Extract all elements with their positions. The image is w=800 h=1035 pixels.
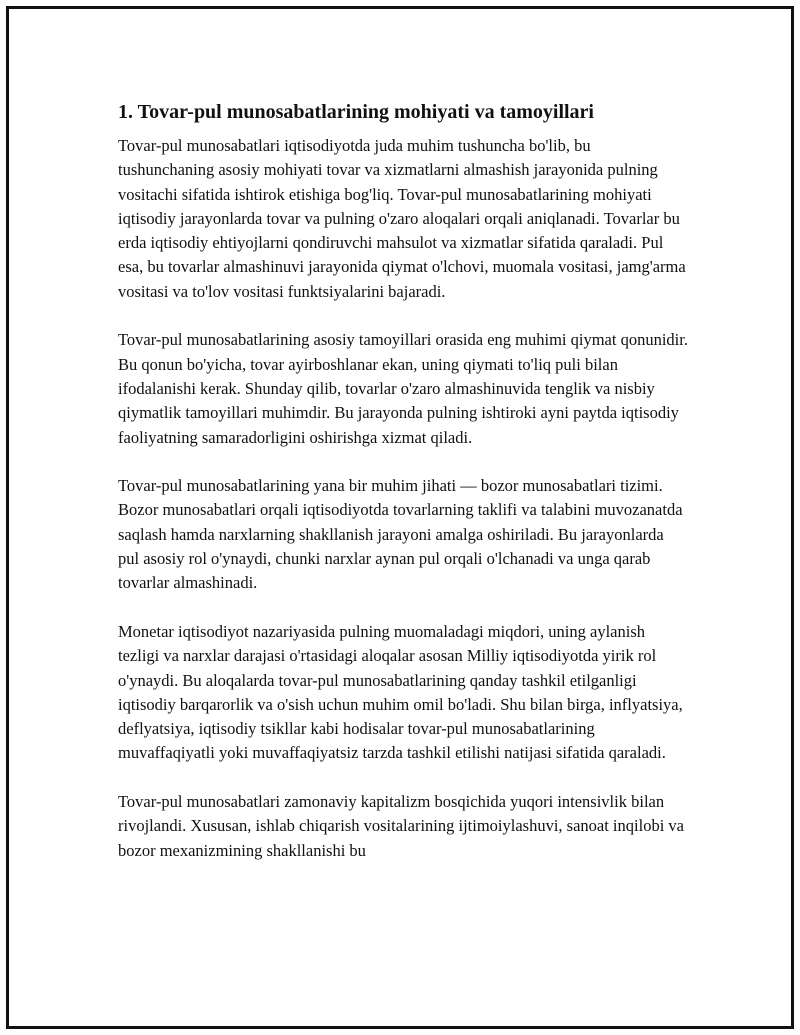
paragraph: Tovar-pul munosabatlari iqtisodiyotda juda muhim tushuncha bo'lib, bu tushunchaning asosiy mohiyati tovar va xizmatlarni almashish jarayonida pulning vositachi sifatida ishtirok etishiga bog'liq. Tovar-pul munosabatlarining mohiyati iqtisodiy jarayonlarda tovar va pulning o'zaro aloqalari orqali aniqlanadi. Tovarlar bu erda iqtisodiy ehtiyojlarni qondiruvchi mahsulot va xizmatlar sifatida qaraladi. Pul esa, bu tovarlar almashinuvi jarayonida qiymat o'lchovi, muomala vositasi, jamg'arma vositasi va to'lov vositasi funktsiyalarini bajaradi. (118, 136, 686, 301)
paragraph: Tovar-pul munosabatlarining asosiy tamoyillari orasida eng muhimi qiymat qonunidir. Bu qonun bo'yicha, tovar ayirboshlanar ekan, uning qiymati to'liq puli bilan ifodalanishi kerak. Shunday qilib, tovarlar o'zaro almashinuvida tenglik va nisbiy qiymatlik tamoyillari muhimdir. Bu jarayonda pulning ishtiroki ayni paytda iqtisodiy faoliyatning samaradorligini oshirishga xizmat qiladi. (118, 330, 688, 447)
paragraph: Tovar-pul munosabatlari zamonaviy kapitalizm bosqichida yuqori intensivlik bilan rivojlandi. Xususan, ishlab chiqarish vositalarining ijtimoiylashuvi, sanoat inqilobi va bozor mexanizmining shakllanishi bu (118, 792, 684, 860)
paragraph: Monetar iqtisodiyot nazariyasida pulning muomaladagi miqdori, uning aylanish tezligi va narxlar darajasi o'rtasidagi aloqalar asosan Milliy iqtisodiyotda yirik rol o'ynaydi. Bu aloqalarda tovar-pul munosabatlarining qanday tashkil etilganligi iqtisodiy barqarorlik va o'sish uchun muhim omil bo'ladi. Shu bilan birga, inflyatsiya, deflyatsiya, iqtisodiy tsikllar kabi hodisalar tovar-pul munosabatlarining muvaffaqiyatli yoki muvaffaqiyatsiz tarzda tashkil etilishi natijasi sifatida qaraladi. (118, 621, 683, 763)
document-body (118, 99, 688, 887)
section-heading: 1. Tovar-pul munosabatlarining mohiyati va tamoyillari (118, 101, 594, 123)
page-frame (6, 6, 794, 1029)
paragraph: Tovar-pul munosabatlarining yana bir muhim jihati — bozor munosabatlari tizimi. Bozor munosabatlari orqali iqtisodiyotda tovarlarning taklifi va talabini muvozanatda saqlash hamda narxlarning shakllanish jarayoni amalga oshiriladi. Bu jarayonlarda pul asosiy rol o'ynaydi, chunki narxlar aynan pul orqali o'lchanadi va unga qarab tovarlar almashinadi. (118, 476, 683, 593)
